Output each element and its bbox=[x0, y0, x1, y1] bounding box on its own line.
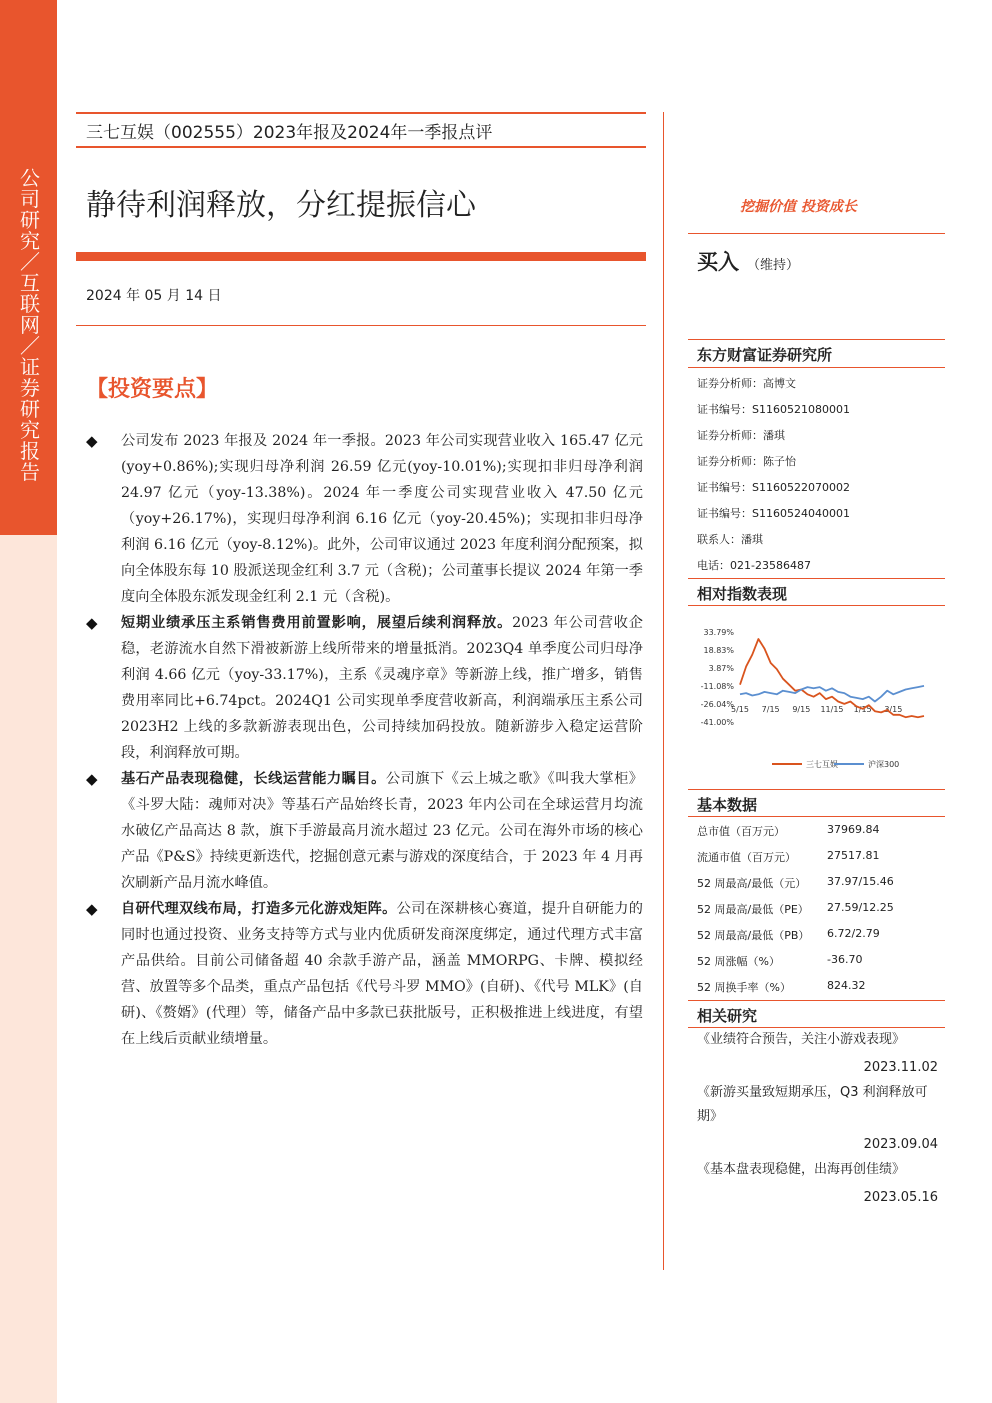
x-tick-label: 1/15 bbox=[853, 705, 872, 714]
slogan: 挖掘价值 投资成长 bbox=[740, 199, 857, 215]
data-key: 52 周涨幅（%） bbox=[697, 955, 780, 968]
column-divider bbox=[663, 112, 664, 1270]
data-row bbox=[697, 823, 937, 839]
report-date: 2024 年 05 月 14 日 bbox=[86, 288, 222, 304]
data-key: 流通市值（百万元） bbox=[697, 851, 796, 864]
data-key: 52 周最高/最低（PB） bbox=[697, 929, 810, 942]
data-value: 27517.81 bbox=[827, 849, 880, 862]
x-tick-label: 7/15 bbox=[761, 705, 780, 714]
data-value: 6.72/2.79 bbox=[827, 927, 880, 940]
related-report-date: 2023.05.16 bbox=[863, 1190, 938, 1205]
analyst-info: 证书编号：S1160524040001 bbox=[697, 507, 850, 520]
bullet-text: 2023 年公司营收企稳，老游流水自然下滑被新游上线所带来的增量抵消。2023Q4 单季度公司归母净利润 4.66 亿元（yoy-33.17%)，主系《灵魂序章》等新游上线，推广增多，销售费用率同比+6.74pct。2024Q1 公司实现单季度营收新高，利润端承压主系公司 2023H2 上线的多款新游表现出色，公司持续加码投放。随新游步入稳定运营阶段，利润释放可期。 bbox=[121, 615, 643, 761]
sidebar-light bbox=[0, 535, 57, 1403]
data-key: 总市值（百万元） bbox=[697, 825, 785, 838]
data-row bbox=[697, 927, 937, 943]
data-key: 52 周最高/最低（元） bbox=[697, 877, 807, 890]
bullet-text: 公司发布 2023 年报及 2024 年一季报。2023 年公司实现营业收入 165.47 亿元(yoy+0.86%);实现归母净利润 26.59 亿元(yoy-10.01%);实现扣非归母净利润 24.97 亿元（yoy-13.38%)。2024 年一季度公司实现营业收入 47.50 亿元（yoy+26.17%)，实现归母净利润 6.16 亿元（yoy-20.45%)；实现扣非归母净利润 6.16 亿元（yoy-8.12%)。此外，公司审议通过 2023 年度利润分配预案，拟向全体股东每 10 股派送现金红利 3.7 元（含税)；公司董事长提议 2024 年第一季度向全体股东派发现金红利 2.1 元（含税)。 bbox=[121, 433, 643, 605]
x-tick-label: 5/15 bbox=[731, 705, 749, 714]
rating-note: （维持） bbox=[747, 258, 800, 273]
right-rule bbox=[688, 789, 945, 790]
data-value: 37.97/15.46 bbox=[827, 875, 894, 888]
data-row bbox=[697, 875, 937, 891]
header-rule bbox=[76, 146, 646, 148]
data-row bbox=[697, 849, 937, 865]
legend-label: 沪深300 bbox=[868, 760, 900, 769]
legend-label: 三七互娱 bbox=[806, 760, 838, 769]
x-tick-label: 3/15 bbox=[884, 705, 903, 714]
y-tick-label: 18.83% bbox=[703, 646, 734, 655]
header-rule bbox=[76, 112, 646, 114]
analyst-info: 证券分析师：陈子怡 bbox=[697, 455, 796, 468]
data-key: 52 周最高/最低（PE） bbox=[697, 903, 809, 916]
analyst-info: 联系人：潘琪 bbox=[697, 533, 763, 546]
chart-heading: 相对指数表现 bbox=[697, 585, 788, 603]
date-rule bbox=[76, 325, 646, 326]
right-rule bbox=[688, 605, 945, 606]
series-line bbox=[740, 686, 924, 702]
bullet-item bbox=[86, 610, 643, 766]
data-value: -36.70 bbox=[827, 953, 863, 966]
bullet-item bbox=[86, 766, 643, 896]
bullet-list bbox=[86, 428, 643, 1052]
data-row bbox=[697, 953, 937, 969]
data-row bbox=[697, 979, 937, 995]
analyst-info: 证书编号：S1160522070002 bbox=[697, 481, 850, 494]
bullet-bold: 自研代理双线布局，打造多元化游戏矩阵。 bbox=[121, 901, 397, 917]
institute-name: 东方财富证券研究所 bbox=[697, 346, 833, 364]
y-tick-label: 3.87% bbox=[708, 664, 734, 673]
basic-data-heading: 基本数据 bbox=[697, 796, 758, 814]
data-row bbox=[697, 901, 937, 917]
related-report-link[interactable]: 《基本盘表现稳健，出海再创佳绩》 bbox=[697, 1162, 906, 1177]
analyst-info: 证书编号：S1160521080001 bbox=[697, 403, 850, 416]
analyst-info: 证券分析师：潘琪 bbox=[697, 429, 785, 442]
data-key: 52 周换手率（%） bbox=[697, 981, 791, 994]
rating bbox=[697, 246, 799, 276]
related-heading: 相关研究 bbox=[697, 1007, 758, 1025]
diamond-icon: ◆ bbox=[86, 770, 98, 788]
bullet-text: 公司在深耕核心赛道，提升自研能力的同时也通过投资、业务支持等方式与业内优质研发商深度绑定，通过代理方式丰富产品供给。目前公司储备超 40 余款手游产品，涵盖 MMORPG、卡牌、模拟经营、放置等多个品类，重点产品包括《代号斗罗 MMO》(自研)、《代号 MLK》(自研)、《赘婿》(代理）等，储备产品中多款已获批版号，正积极推进上线进度，有望在上线后贡献业绩增量。 bbox=[121, 901, 643, 1047]
right-rule bbox=[688, 367, 945, 368]
report-title: 静待利润释放，分红提振信心 bbox=[86, 188, 476, 223]
right-rule bbox=[688, 1000, 945, 1001]
bullet-bold: 短期业绩承压主系销售费用前置影响，展望后续利润释放。 bbox=[121, 615, 513, 631]
related-report-link[interactable]: 《新游买量致短期承压，Q3 利润释放可期》 bbox=[697, 1085, 928, 1124]
bullet-text: 公司旗下《云上城之歌》《叫我大掌柜》《斗罗大陆：魂师对决》等基石产品始终长青，2023 年内公司在全球运营月均流水破亿产品高达 8 款，旗下手游最高月流水超过 23 亿元。公司在海外市场的核心产品《P&S》持续更新迭代，挖掘创意元素与游戏的深度结合，于 2023 年 4 月再次刷新产品月流水峰值。 bbox=[121, 771, 643, 891]
bullet-item bbox=[86, 428, 643, 610]
title-bar bbox=[76, 252, 646, 261]
rating-value: 买入 bbox=[697, 250, 739, 274]
bullet-bold: 基石产品表现稳健，长线运营能力瞩目。 bbox=[121, 771, 386, 787]
right-rule bbox=[688, 233, 945, 234]
data-value: 27.59/12.25 bbox=[827, 901, 894, 914]
x-tick-label: 11/15 bbox=[820, 705, 844, 714]
analyst-info: 证券分析师：高博文 bbox=[697, 377, 796, 390]
diamond-icon: ◆ bbox=[86, 432, 98, 450]
sidebar-label: 公司研究／互联网／证券研究报告 bbox=[20, 166, 40, 484]
section-heading: 【投资要点】 bbox=[86, 376, 219, 402]
y-tick-label: -11.08% bbox=[700, 682, 734, 691]
analyst-info: 电话：021-23586487 bbox=[697, 559, 811, 572]
y-tick-label: 33.79% bbox=[703, 628, 734, 637]
diamond-icon: ◆ bbox=[86, 614, 98, 632]
right-rule bbox=[688, 578, 945, 579]
data-value: 824.32 bbox=[827, 979, 866, 992]
data-value: 37969.84 bbox=[827, 823, 880, 836]
related-report-link[interactable]: 《业绩符合预告，关注小游戏表现》 bbox=[697, 1032, 906, 1047]
bullet-item bbox=[86, 896, 643, 1052]
diamond-icon: ◆ bbox=[86, 900, 98, 918]
y-tick-label: -41.00% bbox=[700, 718, 734, 727]
right-rule bbox=[688, 339, 945, 340]
report-subtitle: 三七互娱（002555）2023年报及2024年一季报点评 bbox=[86, 123, 493, 143]
y-tick-label: -26.04% bbox=[700, 700, 734, 709]
related-report-date: 2023.11.02 bbox=[863, 1060, 938, 1075]
relative-performance-chart bbox=[688, 620, 945, 780]
right-rule bbox=[688, 816, 945, 817]
related-report-date: 2023.09.04 bbox=[863, 1137, 938, 1152]
x-tick-label: 9/15 bbox=[792, 705, 811, 714]
